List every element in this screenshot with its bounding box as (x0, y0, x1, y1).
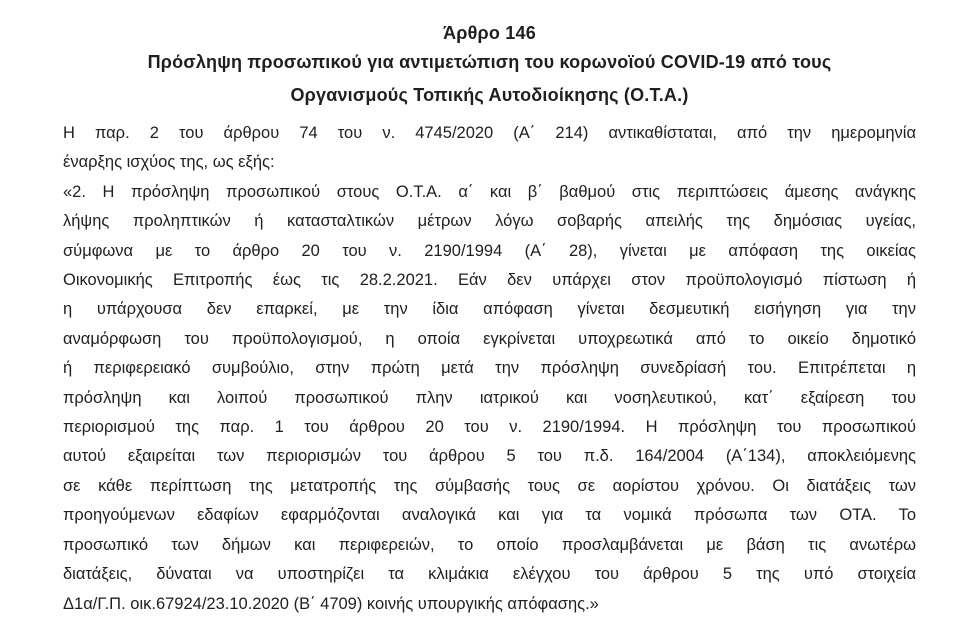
body-line: λήψης προληπτικών ή κατασταλτικών μέτρων λόγω σοβαρής απειλής της δημόσιας υγείας, (63, 212, 916, 231)
body-line: αυτού εξαιρείται των περιορισμών του άρθρου 5 του π.δ. 164/2004 (Α΄134), αποκλειόμενης (63, 447, 916, 466)
body-line: σε κάθε περίπτωση της μετατροπής της σύμβασής τους σε αορίστου χρόνου. Οι διατάξεις των (63, 476, 916, 495)
body-line: σύμφωνα με το άρθρο 20 του ν. 2190/1994 (Α΄ 28), γίνεται με απόφαση της οικείας (63, 241, 916, 260)
body-line: πρόσληψη και λοιπού προσωπικού πλην ιατρικού και νοσηλευτικού, κατ΄ εξαίρεση του (63, 388, 916, 407)
body-line: αναμόρφωση του προϋπολογισμού, η οποία εγκρίνεται υποχρεωτικά από το οικείο δημοτικό (63, 329, 916, 348)
body-line: Δ1α/Γ.Π. οικ.67924/23.10.2020 (Β΄ 4709) κοινής υπουργικής απόφασης.» (63, 594, 599, 613)
body-line: έναρξης ισχύος της, ως εξής: (63, 153, 275, 172)
body-line: η υπάρχουσα δεν επαρκεί, με την ίδια απόφαση γίνεται δεσμευτική εισήγηση για την (63, 300, 916, 319)
body-line: ή περιφερειακό συμβούλιο, στην πρώτη μετά την πρόσληψη συνεδρίασή του. Επιτρέπεται η (63, 359, 916, 378)
body-line: προηγούμενων εδαφίων εφαρμόζονται αναλογικά και για τα νομικά πρόσωπα των ΟΤΑ. Το (63, 506, 916, 525)
body-line: προσωπικό των δήμων και περιφερειών, το οποίο προσλαμβάνεται με βάση τις ανωτέρω (63, 535, 916, 554)
article-heading: Άρθρο 146 (443, 23, 536, 43)
body-line: περιορισμού της παρ. 1 του άρθρου 20 του ν. 2190/1994. Η πρόσληψη του προσωπικού (63, 418, 916, 437)
body-line: «2. Η πρόσληψη προσωπικού στους Ο.Τ.Α. α΄ και β΄ βαθμού στις περιπτώσεις άμεσης ανάγκης (63, 182, 916, 201)
body-line: διατάξεις, δύναται να υποστηρίζει τα κλιμάκια ελέγχου του άρθρου 5 της υπό στοιχεία (63, 565, 916, 584)
article-body (63, 119, 916, 619)
article-subtitle-line1: Πρόσληψη προσωπικού για αντιμετώπιση του κορωνοϊού COVID-19 από τους (147, 52, 832, 72)
body-line: Οικονομικής Επιτροπής έως τις 28.2.2021. Εάν δεν υπάρχει στον προϋπολογισμό πίστωση ή (63, 271, 916, 290)
article-subtitle-line2: Οργανισμούς Τοπικής Αυτοδιοίκησης (Ο.Τ.Α.) (290, 85, 689, 105)
body-line: Η παρ. 2 του άρθρου 74 του ν. 4745/2020 (Α΄ 214) αντικαθίσταται, από την ημερομηνία (63, 124, 916, 142)
